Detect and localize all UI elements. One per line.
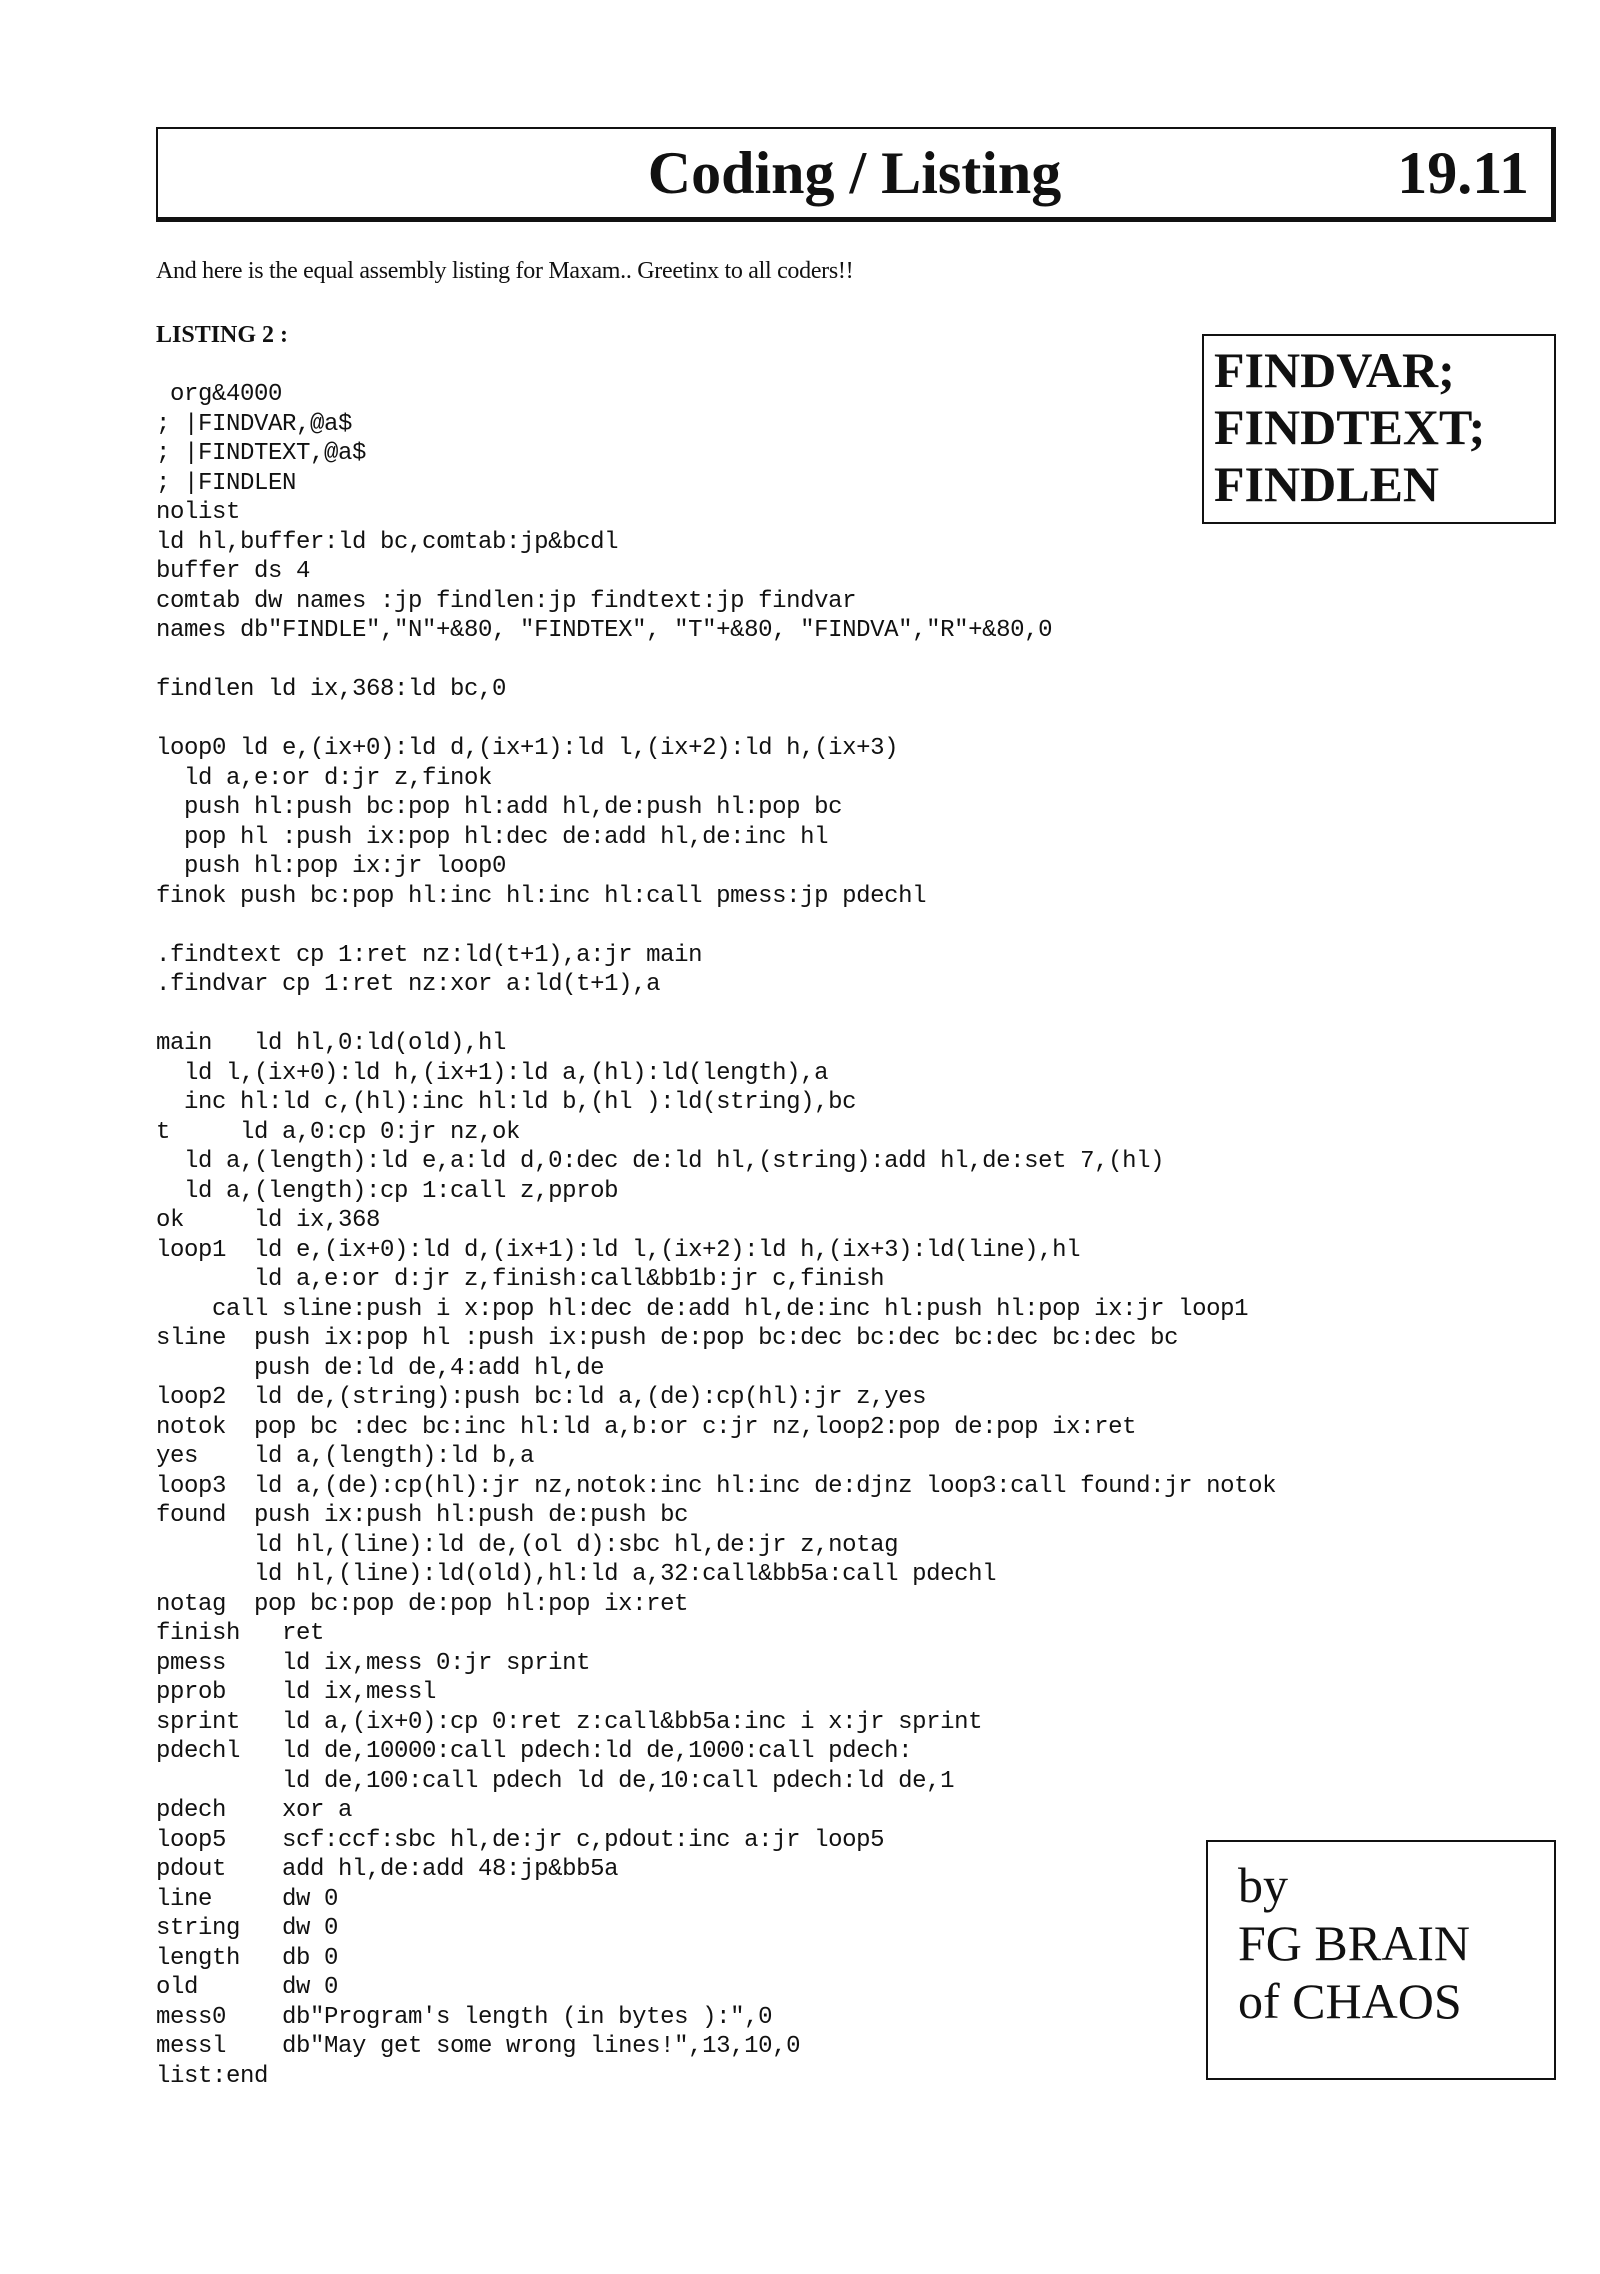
author-line: FG BRAIN: [1238, 1915, 1470, 1971]
code-line: t ld a,0:cp 0:jr nz,ok: [156, 1118, 521, 1146]
code-line: findlen ld ix,368:ld bc,0: [156, 676, 507, 703]
code-line: ld a,e:or d:jr z,finok: [156, 764, 493, 792]
code-line: push de:ld de,4:add hl,de: [156, 1354, 605, 1382]
code-line: length db 0: [156, 1944, 339, 1972]
code-line: sprint ld a,(ix+0):cp 0:ret z:call&bb5a:inc i x:jr sprint: [156, 1708, 983, 1736]
code-line: list:end: [156, 2062, 269, 2090]
code-line: ld l,(ix+0):ld h,(ix+1):ld a,(hl):ld(length),a: [156, 1059, 829, 1087]
code-line: pprob ld ix,messl: [156, 1679, 437, 1706]
code-line: loop2 ld de,(string):push bc:ld a,(de):cp(hl):jr z,yes: [156, 1384, 927, 1411]
code-line: push hl:pop ix:jr loop0: [156, 853, 507, 880]
code-line: inc hl:ld c,(hl):inc hl:ld b,(hl ):ld(string),bc: [156, 1089, 857, 1116]
code-line: messl db"May get some wrong lines!",13,10,0: [156, 2033, 801, 2060]
page-number: 19.11: [1397, 140, 1529, 206]
code-line: found push ix:push hl:push de:push bc: [156, 1502, 689, 1529]
code-line: string dw 0: [156, 1915, 339, 1942]
code-line: notag pop bc:pop de:pop hl:pop ix:ret: [156, 1590, 689, 1618]
intro-text: And here is the equal assembly listing for Maxam.. Greetinx to all coders!!: [156, 258, 854, 284]
code-line: finish ret: [156, 1620, 325, 1647]
code-line: ; |FINDVAR,@a$: [156, 410, 353, 438]
code-listing: [156, 380, 1276, 2091]
code-line: ld a,(length):cp 1:call z,pprob: [156, 1177, 619, 1205]
code-line: buffer ds 4: [156, 558, 311, 585]
code-line: ld de,100:call pdech ld de,10:call pdech:ld de,1: [156, 1767, 955, 1795]
code-line: loop3 ld a,(de):cp(hl):jr nz,notok:inc hl:inc de:djnz loop3:call found:jr notok: [156, 1472, 1277, 1500]
code-line: ; |FINDTEXT,@a$: [156, 440, 367, 467]
code-line: loop0 ld e,(ix+0):ld d,(ix+1):ld l,(ix+2):ld h,(ix+3): [156, 735, 899, 762]
code-line: push hl:push bc:pop hl:add hl,de:push hl:pop bc: [156, 794, 843, 821]
page-title: Coding / Listing: [647, 140, 1062, 206]
code-line: ; |FINDLEN: [156, 469, 297, 497]
code-line: main ld hl,0:ld(old),hl: [156, 1030, 507, 1057]
code-line: [156, 1000, 1276, 1030]
code-line: ld a,(length):ld e,a:ld d,0:dec de:ld hl,(string):add hl,de:set 7,(hl): [156, 1148, 1165, 1175]
code-line: yes ld a,(length):ld b,a: [156, 1443, 535, 1470]
code-line: ld a,e:or d:jr z,finish:call&bb1b:jr c,finish: [156, 1266, 885, 1293]
code-line: ld hl,buffer:ld bc,comtab:jp&bcdl: [156, 528, 619, 556]
code-line: line dw 0: [156, 1885, 339, 1913]
code-line: pmess ld ix,mess 0:jr sprint: [156, 1649, 591, 1677]
code-line: [156, 911, 1276, 941]
header-box: [156, 127, 1556, 222]
code-line: pdechl ld de,10000:call pdech:ld de,1000:call pdech:: [156, 1738, 913, 1765]
code-line: old dw 0: [156, 1974, 339, 2001]
topic-line: FINDLEN: [1214, 456, 1440, 512]
code-line: .findvar cp 1:ret nz:xor a:ld(t+1),a: [156, 971, 661, 998]
listing-label: LISTING 2 :: [156, 322, 289, 348]
code-line: comtab dw names :jp findlen:jp findtext:jp findvar: [156, 587, 857, 615]
code-line: [156, 705, 1276, 735]
code-line: notok pop bc :dec bc:inc hl:ld a,b:or c:jr nz,loop2:pop de:pop ix:ret: [156, 1413, 1137, 1441]
code-line: pop hl :push ix:pop hl:dec de:add hl,de:inc hl: [156, 823, 829, 851]
code-line: pdout add hl,de:add 48:jp&bb5a: [156, 1856, 619, 1883]
topic-line: FINDVAR;: [1214, 342, 1455, 398]
code-line: [156, 646, 1276, 676]
code-line: ok ld ix,368: [156, 1207, 381, 1234]
code-line: org&4000: [156, 381, 283, 408]
code-line: sline push ix:pop hl :push ix:push de:pop bc:dec bc:dec bc:dec bc:dec bc: [156, 1325, 1179, 1352]
code-line: finok push bc:pop hl:inc hl:inc hl:call pmess:jp pdechl: [156, 882, 927, 910]
code-line: ld hl,(line):ld de,(ol d):sbc hl,de:jr z,notag: [156, 1531, 899, 1559]
code-line: call sline:push i x:pop hl:dec de:add hl,de:inc hl:push hl:pop ix:jr loop1: [156, 1295, 1249, 1323]
author-line: by: [1238, 1857, 1288, 1913]
code-line: .findtext cp 1:ret nz:ld(t+1),a:jr main: [156, 941, 703, 969]
code-line: pdech xor a: [156, 1797, 353, 1824]
topic-line: FINDTEXT;: [1214, 399, 1486, 455]
code-line: names db"FINDLE","N"+&80, "FINDTEX", "T"+&80, "FINDVA","R"+&80,0: [156, 617, 1053, 644]
code-line: mess0 db"Program's length (in bytes ):",0: [156, 2003, 773, 2031]
code-line: loop1 ld e,(ix+0):ld d,(ix+1):ld l,(ix+2):ld h,(ix+3):ld(line),hl: [156, 1236, 1081, 1264]
code-line: nolist: [156, 499, 241, 526]
code-line: ld hl,(line):ld(old),hl:ld a,32:call&bb5a:call pdechl: [156, 1561, 997, 1588]
author-box: [1206, 1840, 1556, 2080]
code-line: loop5 scf:ccf:sbc hl,de:jr c,pdout:inc a:jr loop5: [156, 1826, 885, 1854]
author-line: of CHAOS: [1238, 1973, 1462, 2029]
